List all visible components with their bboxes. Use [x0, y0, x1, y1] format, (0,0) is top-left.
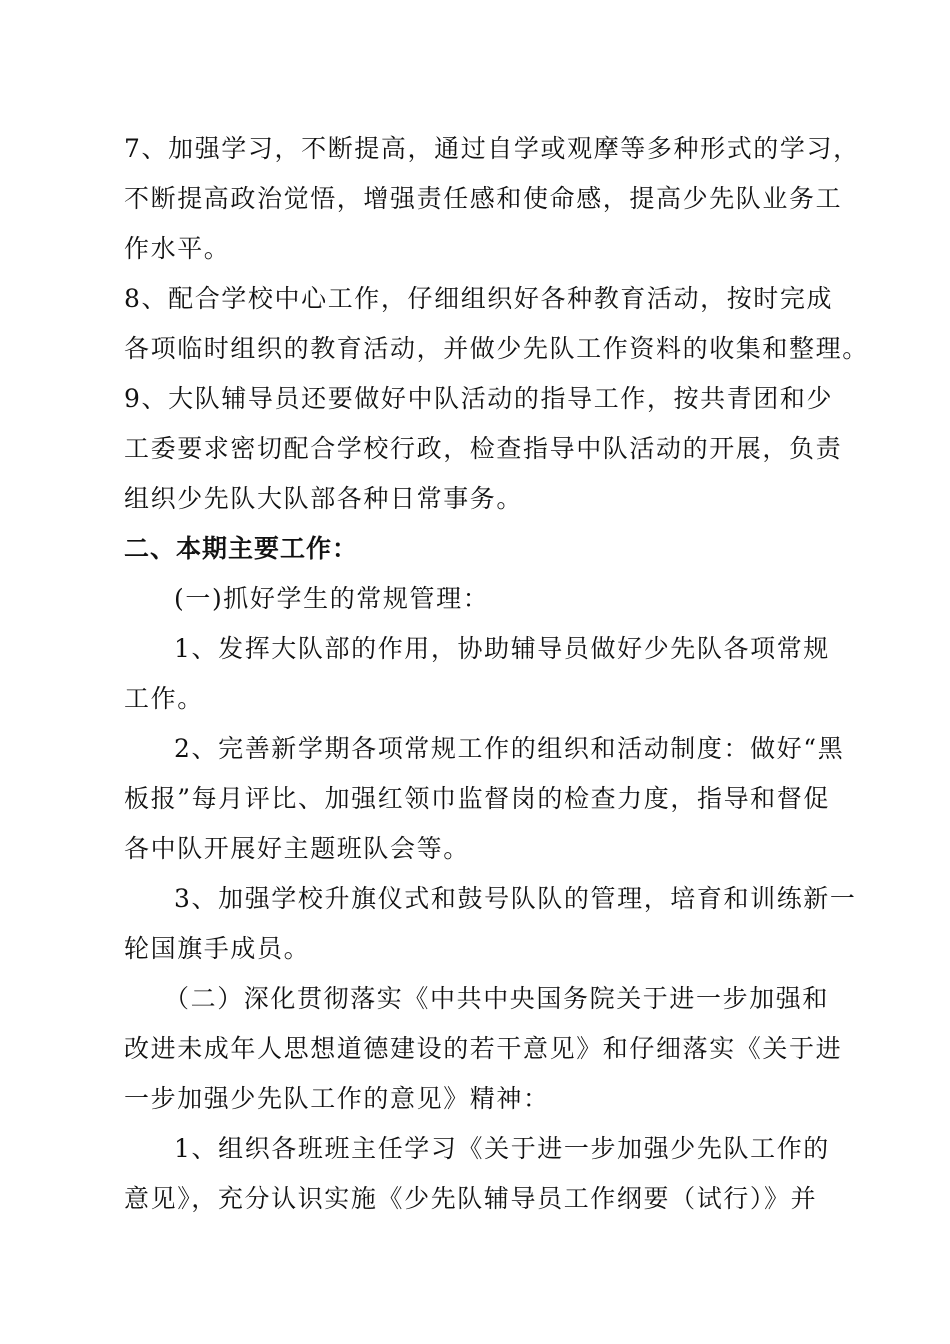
item-2-line-2: 板报”每月评比、加强红领巾监督岗的检查力度，指导和督促	[124, 784, 830, 813]
item-2-line-3: 各中队开展好主题班队会等。	[124, 834, 470, 863]
paragraph-7-line-3: 作水平。	[124, 234, 231, 263]
subsection-2-line-1: （二）深化贯彻落实《中共中央国务院关于进一步加强和	[164, 984, 830, 1013]
item-2-line-1: 2、完善新学期各项常规工作的组织和活动制度：做好“黑	[174, 734, 845, 763]
item-3-line-1: 3、加强学校升旗仪式和鼓号队队的管理，培育和训练新一	[174, 884, 857, 913]
paragraph-8-line-1: 8、配合学校中心工作，仔细组织好各种教育活动，按时完成	[124, 284, 834, 313]
paragraph-9-line-3: 组织少先队大队部各种日常事务。	[124, 484, 524, 513]
paragraph-9-line-1: 9、大队辅导员还要做好中队活动的指导工作，按共青团和少	[124, 384, 834, 413]
subsection-1-heading: (一)抓好学生的常规管理：	[174, 584, 490, 613]
paragraph-7-line-2: 不断提高政治觉悟，增强责任感和使命感，提高少先队业务工	[124, 184, 843, 213]
paragraph-8-line-2: 各项临时组织的教育活动，并做少先队工作资料的收集和整理。	[124, 334, 869, 363]
subsection-2-line-2: 改进未成年人思想道德建设的若干意见》和仔细落实《关于进	[124, 1034, 843, 1063]
subsection-2-item-1-line-2: 意见》，充分认识实施《少先队辅导员工作纲要（试行）》并	[124, 1184, 818, 1213]
subsection-2-line-3: 一步加强少先队工作的意见》精神：	[124, 1084, 550, 1113]
paragraph-7-line-1: 7、加强学习，不断提高，通过自学或观摩等多种形式的学习，	[124, 134, 860, 163]
item-3-line-2: 轮国旗手成员。	[124, 934, 311, 963]
section-heading: 二、本期主要工作：	[124, 534, 359, 563]
item-1-line-2: 工作。	[124, 684, 204, 713]
item-1-line-1: 1、发挥大队部的作用，协助辅导员做好少先队各项常规	[174, 634, 830, 663]
paragraph-9-line-2: 工委要求密切配合学校行政，检查指导中队活动的开展，负责	[124, 434, 843, 463]
subsection-2-item-1-line-1: 1、组织各班班主任学习《关于进一步加强少先队工作的	[174, 1134, 830, 1163]
